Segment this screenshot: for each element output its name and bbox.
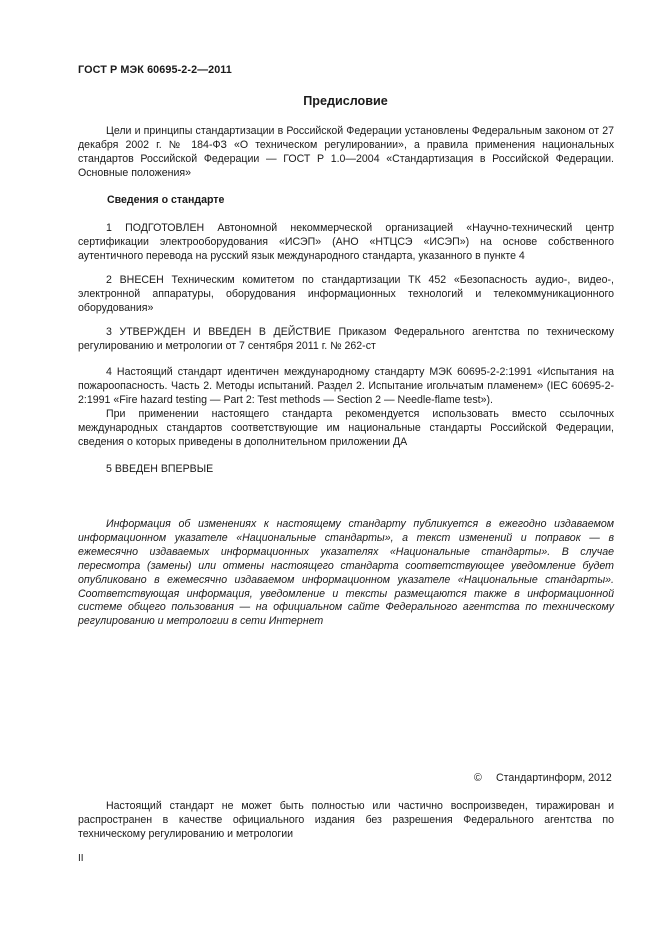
copyright-holder: Стандартинформ, 2012: [496, 772, 612, 784]
item-4: [78, 366, 614, 449]
intro-text: Цели и принципы стандартизации в Российской Федерации установлены Федеральным законом от 27 декабря 2002 г. № 184-ФЗ «О техническом регулировании», а правила применения национальных стандартов Российской Федерации — ГОСТ Р 1.0—2004 «Стандартизация в Российской Федерации. Основные положения»: [78, 125, 614, 179]
changes-notice-text: Информация об изменениях к настоящему стандарту публикуется в ежегодно издаваемом информационном указателе «Национальные стандарты», а текст изменений и поправок — в ежемесячно издаваемых информационных указателях «Национальные стандарты». В случае пересмотра (замены) или отмены настоящего стандарта соответствующее уведомление будет опубликовано в ежемесячно издаваемом информационном указателе «Национальные стандарты». Соответствующая информация, уведомление и тексты размещаются также в информационной системе общего пользования — на официальном сайте Федерального агентства по техническому регулированию и метрологии в сети Интернет: [78, 518, 614, 628]
item-4-text: 4 Настоящий стандарт идентичен международному стандарту МЭК 60695-2-2:1991 «Испытания на пожароопасность. Часть 2. Методы испытаний. Раздел 2. Испытание игольчатым пламенем» (IEC 60695-2-2:1991 «Fire hazard testing — Part 2: Test methods — Section 2 — Needle-flame test»).: [78, 366, 614, 406]
page-title-text: Предисловие: [303, 94, 388, 108]
item-1: [78, 222, 614, 264]
info-heading: Сведения о стандарте: [107, 194, 225, 206]
changes-notice: [78, 518, 614, 629]
item-2-text: 2 ВНЕСЕН Техническим комитетом по стандартизации ТК 452 «Безопасность аудио-, видео-, электронной аппаратуры, оборудования информационных технологий и телекоммуникационного оборудования»: [78, 274, 614, 314]
item-1-text: 1 ПОДГОТОВЛЕН Автономной некоммерческой организацией «Научно-технический центр сертификации электрооборудования «ИСЭП» (АНО «НТЦСЭ «ИСЭП») на основе собственного аутентичного перевода на русский язык международного стандарта, указанного в пункте 4: [78, 222, 614, 262]
page-title: [0, 95, 661, 109]
item-5: [78, 463, 614, 477]
item-3-text: 3 УТВЕРЖДЕН И ВВЕДЕН В ДЕЙСТВИЕ Приказом Федерального агентства по техническому регулированию и метрологии от 7 сентября 2011 г. № 262-ст: [78, 326, 614, 352]
item-2: [78, 274, 614, 316]
copyright-symbol: ©: [474, 772, 482, 784]
item-5-text: 5 ВВЕДЕН ВПЕРВЫЕ: [106, 463, 214, 475]
reproduction-notice-text: Настоящий стандарт не может быть полностью или частично воспроизведен, тиражирован и распространен в качестве официального издания без разрешения Федерального агентства по техническому регулированию и метрологии: [78, 800, 614, 840]
copyright-line: [474, 772, 612, 786]
item-4-note: При применении настоящего стандарта рекомендуется использовать вместо ссылочных международных стандартов соответствующие им национальные стандарты Российской Федерации, сведения о которых приведены в дополнительном приложении ДА: [78, 407, 614, 448]
item-3: [78, 326, 614, 354]
intro-paragraph: [78, 125, 614, 181]
document-code: ГОСТ Р МЭК 60695-2-2—2011: [78, 64, 232, 76]
page-number: II: [78, 853, 84, 864]
reproduction-notice: [78, 800, 614, 842]
